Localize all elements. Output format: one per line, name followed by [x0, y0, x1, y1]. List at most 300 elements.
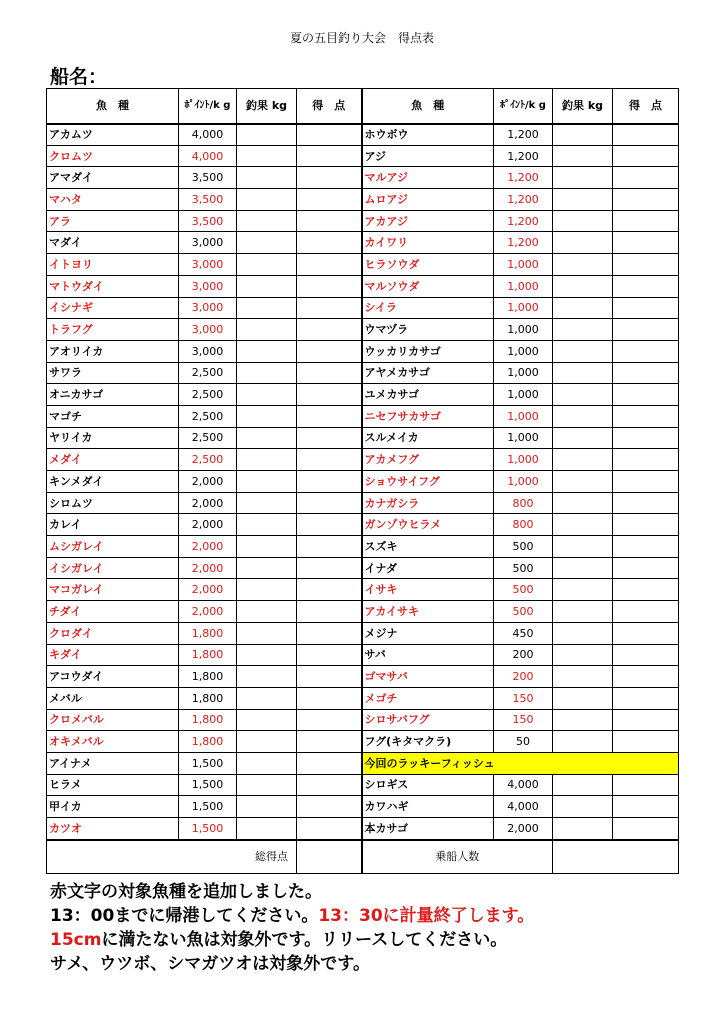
- species-points: 1,000: [494, 427, 553, 449]
- catch-kg-cell[interactable]: [237, 124, 297, 146]
- score-cell[interactable]: [613, 189, 679, 211]
- notes-block: [50, 880, 690, 976]
- species-points: 4,000: [494, 796, 553, 818]
- score-cell[interactable]: [613, 275, 679, 297]
- header-score-left: 得 点: [297, 89, 362, 124]
- table-row: [47, 557, 679, 579]
- header-species-right: 魚 種: [362, 89, 494, 124]
- table-row: [47, 275, 679, 297]
- catch-kg-cell[interactable]: [553, 774, 613, 796]
- species-points: 1,200: [494, 189, 553, 211]
- catch-kg-cell[interactable]: [553, 384, 613, 406]
- catch-kg-cell[interactable]: [237, 492, 297, 514]
- score-cell[interactable]: [613, 427, 679, 449]
- table-row: [47, 471, 679, 493]
- score-cell[interactable]: [613, 579, 679, 601]
- catch-kg-cell[interactable]: [553, 796, 613, 818]
- species-points: 2,500: [179, 384, 237, 406]
- score-cell[interactable]: [297, 405, 362, 427]
- score-cell[interactable]: [613, 167, 679, 189]
- table-row: [47, 145, 679, 167]
- table-row: [47, 796, 679, 818]
- catch-kg-cell[interactable]: [237, 774, 297, 796]
- score-cell[interactable]: [613, 514, 679, 536]
- species-name: ムロアジ: [362, 189, 494, 211]
- score-cell[interactable]: [613, 774, 679, 796]
- species-points: 1,800: [179, 731, 237, 753]
- score-cell[interactable]: [297, 622, 362, 644]
- score-cell[interactable]: [297, 601, 362, 623]
- note-return-time: 13：00までに帰港してください。: [50, 906, 319, 926]
- passengers-label: 乗船人数: [362, 840, 553, 874]
- species-name: イナダ: [362, 557, 494, 579]
- species-name: マハタ: [47, 189, 179, 211]
- score-cell[interactable]: [613, 297, 679, 319]
- species-points: 500: [494, 557, 553, 579]
- catch-kg-cell[interactable]: [237, 579, 297, 601]
- catch-kg-cell[interactable]: [553, 731, 613, 753]
- table-row: [47, 405, 679, 427]
- score-cell[interactable]: [297, 167, 362, 189]
- catch-kg-cell[interactable]: [553, 189, 613, 211]
- species-points: 2,500: [179, 449, 237, 471]
- score-cell[interactable]: [297, 297, 362, 319]
- score-cell[interactable]: [613, 210, 679, 232]
- species-name: アイナメ: [47, 752, 179, 774]
- table-row: [47, 232, 679, 254]
- species-name: トラフグ: [47, 319, 179, 341]
- catch-kg-cell[interactable]: [553, 254, 613, 276]
- species-points: 3,000: [179, 275, 237, 297]
- catch-kg-cell[interactable]: [237, 232, 297, 254]
- catch-kg-cell[interactable]: [553, 492, 613, 514]
- score-cell[interactable]: [297, 666, 362, 688]
- species-points: 1,200: [494, 167, 553, 189]
- score-cell[interactable]: [613, 362, 679, 384]
- table-row: [47, 536, 679, 558]
- catch-kg-cell[interactable]: [553, 709, 613, 731]
- species-name: ヤリイカ: [47, 427, 179, 449]
- score-cell[interactable]: [613, 384, 679, 406]
- species-name: アカイサキ: [362, 601, 494, 623]
- species-points: 3,000: [179, 254, 237, 276]
- species-points: 4,000: [494, 774, 553, 796]
- score-cell[interactable]: [297, 449, 362, 471]
- species-points: 3,500: [179, 167, 237, 189]
- species-points: 1,800: [179, 666, 237, 688]
- table-row: [47, 818, 679, 840]
- catch-kg-cell[interactable]: [237, 471, 297, 493]
- species-points: 1,000: [494, 362, 553, 384]
- species-name: サバ: [362, 644, 494, 666]
- catch-kg-cell[interactable]: [553, 232, 613, 254]
- note-size-limit: 15cm: [50, 930, 102, 950]
- note-line-1: 赤文字の対象魚種を追加しました。: [50, 882, 322, 902]
- species-name: イシナギ: [47, 297, 179, 319]
- catch-kg-cell[interactable]: [553, 666, 613, 688]
- score-cell[interactable]: [297, 752, 362, 774]
- species-points: 3,000: [179, 232, 237, 254]
- catch-kg-cell[interactable]: [553, 514, 613, 536]
- species-name: ユメカサゴ: [362, 384, 494, 406]
- species-points: 1,800: [179, 687, 237, 709]
- note-line-3: [50, 928, 690, 952]
- species-points: 1,200: [494, 124, 553, 146]
- species-points: 1,200: [494, 210, 553, 232]
- species-points: 2,000: [179, 557, 237, 579]
- species-name: マルソウダ: [362, 275, 494, 297]
- passengers-cell[interactable]: [553, 840, 679, 874]
- species-points: 1,800: [179, 709, 237, 731]
- table-row: [47, 709, 679, 731]
- species-name: シロムツ: [47, 492, 179, 514]
- species-points: 4,000: [179, 124, 237, 146]
- score-cell[interactable]: [613, 492, 679, 514]
- catch-kg-cell[interactable]: [237, 557, 297, 579]
- species-points: 1,800: [179, 622, 237, 644]
- score-cell[interactable]: [613, 687, 679, 709]
- catch-kg-cell[interactable]: [237, 687, 297, 709]
- species-points: 500: [494, 601, 553, 623]
- catch-kg-cell[interactable]: [237, 167, 297, 189]
- catch-kg-cell[interactable]: [553, 471, 613, 493]
- species-points: 3,000: [179, 297, 237, 319]
- table-row: [47, 189, 679, 211]
- score-cell[interactable]: [297, 731, 362, 753]
- catch-kg-cell[interactable]: [237, 731, 297, 753]
- species-name: アラ: [47, 210, 179, 232]
- species-points: 2,000: [179, 471, 237, 493]
- score-cell[interactable]: [613, 449, 679, 471]
- species-points: 2,500: [179, 427, 237, 449]
- score-cell[interactable]: [613, 232, 679, 254]
- species-points: 1,800: [179, 644, 237, 666]
- catch-kg-cell[interactable]: [237, 666, 297, 688]
- table-row: [47, 210, 679, 232]
- species-name: イサキ: [362, 579, 494, 601]
- table-row: [47, 514, 679, 536]
- score-cell[interactable]: [297, 210, 362, 232]
- score-cell[interactable]: [613, 471, 679, 493]
- header-points-right: ﾎﾟｲﾝﾄ/k g: [494, 89, 553, 124]
- catch-kg-cell[interactable]: [237, 427, 297, 449]
- catch-kg-cell[interactable]: [237, 340, 297, 362]
- catch-kg-cell[interactable]: [553, 124, 613, 146]
- species-name: アマダイ: [47, 167, 179, 189]
- table-row: [47, 622, 679, 644]
- score-cell[interactable]: [297, 124, 362, 146]
- table-row: [47, 449, 679, 471]
- species-name: ウッカリカサゴ: [362, 340, 494, 362]
- catch-kg-cell[interactable]: [237, 405, 297, 427]
- species-name: ガンゾウヒラメ: [362, 514, 494, 536]
- score-cell[interactable]: [297, 557, 362, 579]
- species-name: 本カサゴ: [362, 818, 494, 840]
- table-row: [47, 427, 679, 449]
- species-name: アオリイカ: [47, 340, 179, 362]
- catch-kg-cell[interactable]: [553, 275, 613, 297]
- species-name: カツオ: [47, 818, 179, 840]
- species-points: 1,500: [179, 796, 237, 818]
- note-release-text: に満たない魚は対象外です。リリースしてください。: [101, 930, 508, 950]
- catch-kg-cell[interactable]: [237, 644, 297, 666]
- species-points: 4,000: [179, 145, 237, 167]
- catch-kg-cell[interactable]: [237, 622, 297, 644]
- score-cell[interactable]: [297, 492, 362, 514]
- score-cell[interactable]: [297, 232, 362, 254]
- species-points: 2,000: [179, 536, 237, 558]
- species-points: 1,000: [494, 449, 553, 471]
- catch-kg-cell[interactable]: [553, 210, 613, 232]
- header-catch-right: 釣果 kg: [553, 89, 613, 124]
- species-points: 800: [494, 492, 553, 514]
- table-row: [47, 319, 679, 341]
- score-cell[interactable]: [613, 124, 679, 146]
- score-cell[interactable]: [297, 362, 362, 384]
- catch-kg-cell[interactable]: [553, 601, 613, 623]
- species-name: カナガシラ: [362, 492, 494, 514]
- catch-kg-cell[interactable]: [553, 536, 613, 558]
- species-points: 1,000: [494, 405, 553, 427]
- table-row: [47, 340, 679, 362]
- catch-kg-cell[interactable]: [237, 536, 297, 558]
- catch-kg-cell[interactable]: [237, 275, 297, 297]
- catch-kg-cell[interactable]: [237, 449, 297, 471]
- species-points: 2,000: [494, 818, 553, 840]
- catch-kg-cell[interactable]: [237, 210, 297, 232]
- catch-kg-cell[interactable]: [553, 297, 613, 319]
- species-points: 2,000: [179, 492, 237, 514]
- score-cell[interactable]: [297, 774, 362, 796]
- species-name: マダイ: [47, 232, 179, 254]
- score-cell[interactable]: [613, 709, 679, 731]
- species-points: 1,000: [494, 384, 553, 406]
- score-cell[interactable]: [613, 818, 679, 840]
- score-cell[interactable]: [297, 687, 362, 709]
- table-row: [47, 644, 679, 666]
- species-points: 1,000: [494, 275, 553, 297]
- score-cell[interactable]: [297, 818, 362, 840]
- catch-kg-cell[interactable]: [553, 319, 613, 341]
- species-name: カイワリ: [362, 232, 494, 254]
- catch-kg-cell[interactable]: [237, 297, 297, 319]
- species-name: カワハギ: [362, 796, 494, 818]
- score-cell[interactable]: [297, 254, 362, 276]
- species-points: 1,500: [179, 774, 237, 796]
- score-cell[interactable]: [297, 471, 362, 493]
- header-row: [47, 89, 679, 124]
- species-points: 1,000: [494, 297, 553, 319]
- catch-kg-cell[interactable]: [553, 167, 613, 189]
- catch-kg-cell[interactable]: [553, 145, 613, 167]
- catch-kg-cell[interactable]: [237, 796, 297, 818]
- species-points: 2,000: [179, 601, 237, 623]
- lucky-fish-label: 今回のラッキーフィッシュ: [362, 752, 679, 774]
- species-name: キンメダイ: [47, 471, 179, 493]
- species-name: シイラ: [362, 297, 494, 319]
- species-points: 150: [494, 687, 553, 709]
- species-name: メバル: [47, 687, 179, 709]
- species-name: マルアジ: [362, 167, 494, 189]
- totals-row: [47, 840, 679, 874]
- species-name: アカメフグ: [362, 449, 494, 471]
- species-name: イシガレイ: [47, 557, 179, 579]
- table-row: [47, 666, 679, 688]
- note-line-4: サメ、ウツボ、シマガツオは対象外です。: [50, 954, 370, 974]
- catch-kg-cell[interactable]: [553, 427, 613, 449]
- species-name: メジナ: [362, 622, 494, 644]
- species-name: フグ(キタマクラ): [362, 731, 494, 753]
- catch-kg-cell[interactable]: [553, 818, 613, 840]
- catch-kg-cell[interactable]: [237, 254, 297, 276]
- species-name: クロダイ: [47, 622, 179, 644]
- catch-kg-cell[interactable]: [553, 449, 613, 471]
- total-score-cell[interactable]: [297, 840, 362, 874]
- catch-kg-cell[interactable]: [237, 752, 297, 774]
- species-name: ショウサイフグ: [362, 471, 494, 493]
- table-row: [47, 492, 679, 514]
- score-cell[interactable]: [297, 340, 362, 362]
- catch-kg-cell[interactable]: [237, 319, 297, 341]
- header-species-left: 魚 種: [47, 89, 179, 124]
- catch-kg-cell[interactable]: [553, 687, 613, 709]
- note-line-2: [50, 904, 690, 928]
- score-cell[interactable]: [297, 514, 362, 536]
- species-name: シロギス: [362, 774, 494, 796]
- score-cell[interactable]: [297, 579, 362, 601]
- species-points: 2,000: [179, 579, 237, 601]
- catch-kg-cell[interactable]: [237, 818, 297, 840]
- table-row: [47, 687, 679, 709]
- score-cell[interactable]: [613, 405, 679, 427]
- species-points: 1,500: [179, 818, 237, 840]
- species-points: 1,500: [179, 752, 237, 774]
- score-cell[interactable]: [297, 644, 362, 666]
- species-points: 2,000: [179, 514, 237, 536]
- total-score-label: 総得点: [47, 840, 297, 874]
- table-row: [47, 167, 679, 189]
- score-cell[interactable]: [613, 319, 679, 341]
- catch-kg-cell[interactable]: [237, 145, 297, 167]
- score-cell[interactable]: [613, 666, 679, 688]
- catch-kg-cell[interactable]: [237, 362, 297, 384]
- species-name: アカアジ: [362, 210, 494, 232]
- species-points: 3,500: [179, 210, 237, 232]
- header-score-right: 得 点: [613, 89, 679, 124]
- score-cell[interactable]: [613, 644, 679, 666]
- species-name: マゴチ: [47, 405, 179, 427]
- species-name: クロメバル: [47, 709, 179, 731]
- species-points: 800: [494, 514, 553, 536]
- catch-kg-cell[interactable]: [237, 601, 297, 623]
- species-name: アカムツ: [47, 124, 179, 146]
- species-name: メゴチ: [362, 687, 494, 709]
- catch-kg-cell[interactable]: [553, 362, 613, 384]
- score-table-body: [47, 124, 679, 840]
- species-name: チダイ: [47, 601, 179, 623]
- page-title: 夏の五目釣り大会 得点表: [289, 31, 434, 45]
- score-cell[interactable]: [613, 601, 679, 623]
- score-cell[interactable]: [297, 275, 362, 297]
- species-points: 1,200: [494, 232, 553, 254]
- species-name: ムシガレイ: [47, 536, 179, 558]
- score-cell[interactable]: [613, 536, 679, 558]
- species-name: メダイ: [47, 449, 179, 471]
- catch-kg-cell[interactable]: [553, 405, 613, 427]
- species-name: ウマヅラ: [362, 319, 494, 341]
- species-points: 1,000: [494, 319, 553, 341]
- species-points: 1,000: [494, 471, 553, 493]
- species-points: 200: [494, 644, 553, 666]
- table-row: [47, 297, 679, 319]
- species-name: スルメイカ: [362, 427, 494, 449]
- score-cell[interactable]: [613, 145, 679, 167]
- score-table: [46, 88, 679, 874]
- catch-kg-cell[interactable]: [553, 579, 613, 601]
- species-name: オキメバル: [47, 731, 179, 753]
- catch-kg-cell[interactable]: [237, 189, 297, 211]
- header-points-left: ﾎﾟｲﾝﾄ/k g: [179, 89, 237, 124]
- catch-kg-cell[interactable]: [237, 514, 297, 536]
- score-cell[interactable]: [613, 340, 679, 362]
- score-cell[interactable]: [297, 145, 362, 167]
- score-cell[interactable]: [297, 709, 362, 731]
- species-points: 450: [494, 622, 553, 644]
- score-cell[interactable]: [297, 189, 362, 211]
- species-name: ヒラソウダ: [362, 254, 494, 276]
- species-name: キダイ: [47, 644, 179, 666]
- catch-kg-cell[interactable]: [237, 709, 297, 731]
- note-weighing-time: 13：30に計量終了します。: [318, 906, 535, 926]
- catch-kg-cell[interactable]: [553, 644, 613, 666]
- table-row: [47, 384, 679, 406]
- species-name: シロサバフグ: [362, 709, 494, 731]
- table-row: [47, 601, 679, 623]
- species-name: アヤメカサゴ: [362, 362, 494, 384]
- species-points: 500: [494, 579, 553, 601]
- species-name: イトヨリ: [47, 254, 179, 276]
- score-cell[interactable]: [613, 796, 679, 818]
- score-cell[interactable]: [297, 536, 362, 558]
- species-points: 3,000: [179, 319, 237, 341]
- score-cell[interactable]: [613, 731, 679, 753]
- score-cell[interactable]: [613, 254, 679, 276]
- score-cell[interactable]: [297, 319, 362, 341]
- score-cell[interactable]: [297, 796, 362, 818]
- species-points: 1,000: [494, 340, 553, 362]
- catch-kg-cell[interactable]: [553, 622, 613, 644]
- score-cell[interactable]: [297, 384, 362, 406]
- species-name: ヒラメ: [47, 774, 179, 796]
- species-points: 500: [494, 536, 553, 558]
- table-row: [47, 731, 679, 753]
- species-points: 2,500: [179, 362, 237, 384]
- table-row: [47, 124, 679, 146]
- score-cell[interactable]: [297, 427, 362, 449]
- species-name: サワラ: [47, 362, 179, 384]
- species-name: カレイ: [47, 514, 179, 536]
- species-name: マトウダイ: [47, 275, 179, 297]
- table-row: [47, 362, 679, 384]
- species-name: オニカサゴ: [47, 384, 179, 406]
- species-name: スズキ: [362, 536, 494, 558]
- score-cell[interactable]: [613, 622, 679, 644]
- catch-kg-cell[interactable]: [553, 557, 613, 579]
- boat-name-label: 船名：: [50, 66, 108, 88]
- catch-kg-cell[interactable]: [553, 340, 613, 362]
- score-cell[interactable]: [613, 557, 679, 579]
- catch-kg-cell[interactable]: [237, 384, 297, 406]
